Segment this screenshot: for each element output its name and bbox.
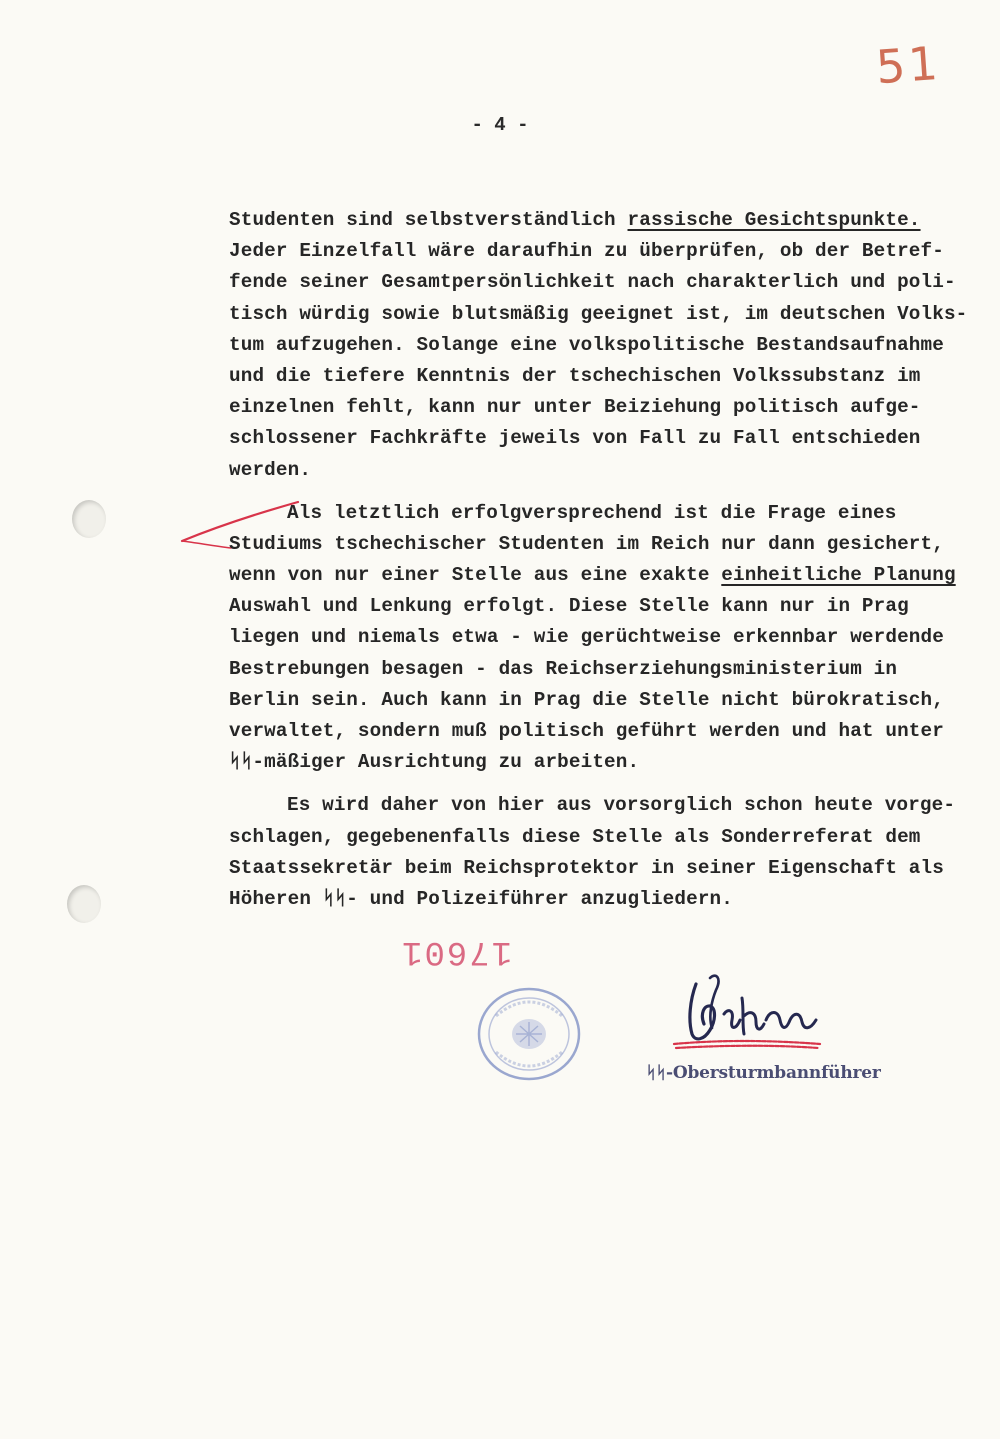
official-round-seal <box>476 986 582 1082</box>
line-text: Bestrebungen besagen - das Reichserziehungsministerium in <box>229 657 898 680</box>
text-line <box>229 392 1000 423</box>
line-text: tum aufzugehen. Solange eine volkspolitische Bestandsaufnahme <box>229 333 944 356</box>
line-text: werden. <box>229 458 312 481</box>
paragraph <box>229 498 1000 779</box>
text-line <box>229 361 1000 392</box>
line-text: schlossener Fachkräfte jeweils von Fall zu Fall entschieden <box>229 427 921 450</box>
line-text: Auswahl und Lenkung erfolgt. Diese Stelle kann nur in Prag <box>229 595 909 618</box>
text-line <box>229 716 1000 747</box>
text-line <box>229 790 1000 821</box>
punch-hole-bottom <box>67 885 101 923</box>
line-text: schlagen, gegebenenfalls diese Stelle als Sonderreferat dem <box>229 825 921 848</box>
line-text: Staatssekretär beim Reichsprotektor in seiner Eigenschaft als <box>229 856 944 879</box>
paragraph-gap <box>229 778 1000 790</box>
line-text: Höheren ᛋᛋ- und Polizeiführer anzugliedern. <box>229 887 733 910</box>
line-text: verwaltet, sondern muß politisch geführt werden und hat unter <box>229 720 944 742</box>
text-line <box>229 205 1000 236</box>
line-text: tisch würdig sowie blutsmäßig geeignet ist, im deutschen Volks- <box>229 302 968 325</box>
paragraph-gap <box>229 486 1000 498</box>
text-line <box>229 747 1000 778</box>
line-text: Studenten sind selbstverständlich <box>229 209 628 231</box>
underlined-text: rassische Gesichtspunkte. <box>627 209 921 231</box>
line-text: fende seiner Gesamtpersönlichkeit nach charakterlich und poli- <box>229 271 956 294</box>
receipt-number-stamp: 17601 <box>400 932 513 970</box>
line-text: Als letztlich erfolgversprechend ist die Frage eines <box>287 501 897 524</box>
handwritten-signature <box>668 968 828 1060</box>
letter-body <box>229 205 1000 915</box>
paragraph <box>229 790 1000 915</box>
text-line <box>229 330 1000 361</box>
text-line <box>229 884 1000 915</box>
page-number: - 4 - <box>471 114 529 136</box>
text-line <box>229 236 1000 267</box>
line-text: Studiums tschechischer Studenten im Reich nur dann gesichert, <box>229 532 944 555</box>
line-text: Berlin sein. Auch kann in Prag die Stelle nicht bürokratisch, <box>229 688 944 711</box>
line-text: Jeder Einzelfall wäre daraufhin zu überprüfen, ob der Betref- <box>229 240 944 263</box>
text-line <box>229 560 1000 591</box>
line-text: liegen und niemals etwa - wie gerüchtweise erkennbar werdende <box>229 626 944 649</box>
text-line <box>229 455 1000 486</box>
text-line <box>229 822 1000 853</box>
text-line <box>229 853 1000 884</box>
paragraph <box>229 205 1000 486</box>
text-line <box>229 529 1000 560</box>
text-line <box>229 654 1000 685</box>
text-line <box>229 498 1000 529</box>
punch-hole-top <box>72 500 106 538</box>
text-line <box>229 267 1000 298</box>
line-text: und die tiefere Kenntnis der tschechischen Volkssubstanz im <box>229 364 921 387</box>
text-line <box>229 685 1000 716</box>
text-line <box>229 622 1000 653</box>
line-text: wenn von nur einer Stelle aus eine exakte <box>229 564 722 587</box>
text-line <box>229 299 1000 330</box>
line-text: einzelnen fehlt, kann nur unter Beiziehung politisch aufge- <box>229 396 921 419</box>
text-line <box>229 423 1000 454</box>
text-line <box>229 591 1000 622</box>
archive-page-number: 51 <box>874 35 943 95</box>
line-text: Es wird daher von hier aus vorsorglich schon heute vorge- <box>287 794 956 817</box>
underlined-text: einheitliche Planung <box>721 564 956 587</box>
signature-rank-stamp: ᛋᛋ-Obersturmbannführer <box>646 1063 881 1083</box>
line-text: ᛋᛋ-mäßiger Ausrichtung zu arbeiten. <box>229 751 640 774</box>
